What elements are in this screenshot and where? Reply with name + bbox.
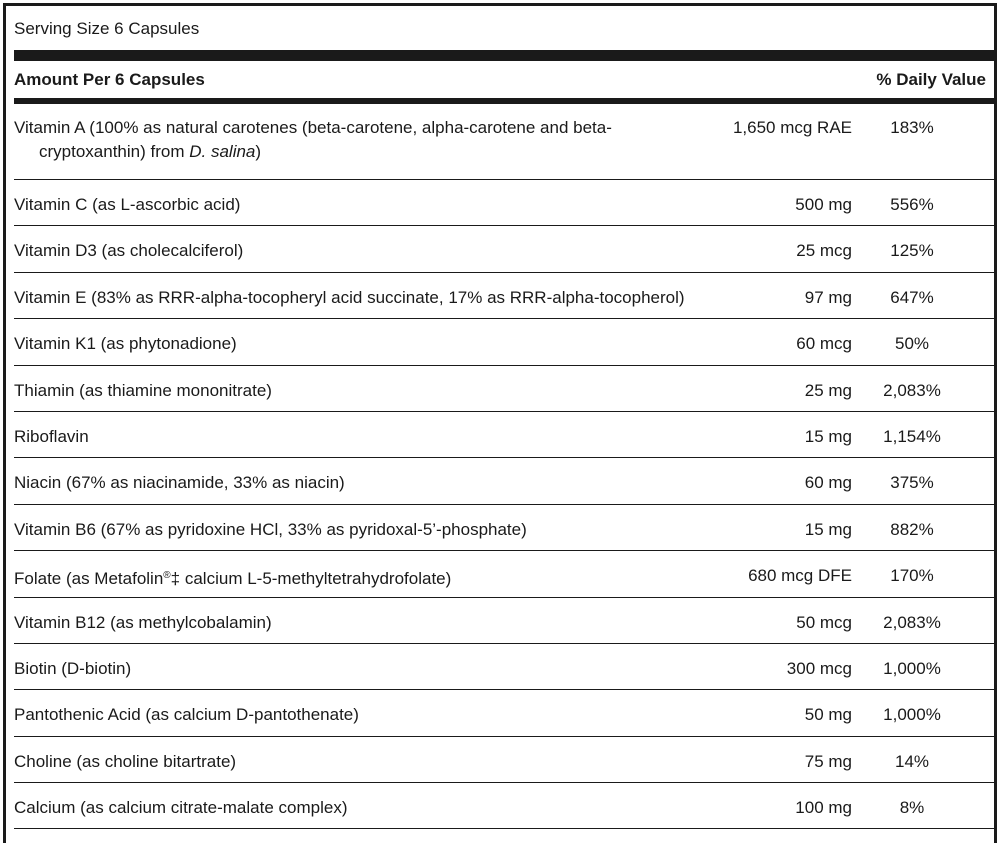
nutrient-name: Vitamin D3 (as cholecalciferol): [14, 241, 244, 261]
nutrient-row: [14, 273, 994, 319]
nutrient-amount: 50 mg: [804, 705, 852, 725]
nutrient-row: [14, 412, 994, 458]
nutrient-amount: 25 mg: [804, 380, 852, 400]
nutrient-row: [14, 598, 994, 644]
nutrient-amount: 100 mg: [795, 798, 852, 818]
nutrient-row: [14, 551, 994, 597]
nutrient-amount: 500 mg: [795, 195, 852, 214]
nutrient-name: Riboflavin: [14, 426, 89, 446]
nutrient-daily-value: 2,083%: [883, 380, 941, 400]
registered-mark: ®: [163, 570, 171, 582]
nutrient-amount: 15 mg: [804, 426, 852, 446]
nutrient-amount: 60 mg: [804, 473, 852, 493]
nutrient-row: [14, 690, 994, 736]
nutrient-row: [14, 180, 994, 226]
nutrient-row: [14, 644, 994, 690]
nutrient-name-part: cryptoxanthin) from: [39, 142, 190, 161]
nutrient-row: [14, 366, 994, 412]
nutrient-amount: 300 mcg: [786, 658, 852, 678]
table-header: [14, 61, 994, 103]
nutrient-amount: 15 mg: [804, 519, 852, 539]
nutrient-daily-value: 556%: [890, 195, 934, 214]
nutrient-name: Pantothenic Acid (as calcium D-pantothenate): [14, 705, 359, 725]
nutrient-name-part: Folate (as Metafolin: [14, 569, 164, 589]
nutrient-list: [14, 104, 994, 829]
nutrient-name-part: ‡ calcium L-5-methyltetrahydrofolate): [170, 569, 452, 589]
nutrient-amount: 50 mcg: [796, 612, 852, 632]
nutrient-name-line-1: Vitamin A (100% as natural carotenes (beta-carotene, alpha-carotene and beta-: [14, 118, 612, 137]
supplement-facts-panel: [3, 3, 997, 843]
nutrient-daily-value: 170%: [890, 566, 934, 586]
nutrient-name: [14, 564, 714, 591]
nutrient-row: [14, 104, 994, 180]
nutrient-daily-value: 50%: [894, 334, 930, 354]
nutrient-amount: 97 mg: [804, 287, 852, 307]
nutrient-name-line-2: [14, 140, 714, 164]
nutrient-amount: 60 mcg: [796, 334, 852, 354]
nutrient-amount: 25 mcg: [796, 241, 852, 261]
nutrient-daily-value: 183%: [890, 118, 934, 137]
nutrient-daily-value: 125%: [890, 241, 934, 261]
nutrient-daily-value: 1,000%: [883, 658, 941, 678]
nutrient-name: Calcium (as calcium citrate-malate complex): [14, 798, 348, 818]
nutrient-name: Vitamin K1 (as phytonadione): [14, 334, 237, 354]
nutrient-name: Vitamin B6 (67% as pyridoxine HCl, 33% as pyridoxal-5’-phosphate): [14, 519, 527, 539]
nutrient-name: Vitamin B12 (as methylcobalamin): [14, 612, 272, 632]
nutrient-name: Vitamin C (as L-ascorbic acid): [14, 195, 241, 214]
nutrient-name-part: ): [255, 142, 262, 161]
nutrient-daily-value: 375%: [890, 473, 934, 493]
nutrient-daily-value: 14%: [894, 751, 930, 771]
daily-value-label: % Daily Value: [876, 70, 986, 89]
nutrient-row: [14, 505, 994, 551]
thick-divider: [14, 50, 994, 61]
nutrient-name: Vitamin E (83% as RRR-alpha-tocopheryl acid succinate, 17% as RRR-alpha-tocopherol): [14, 287, 685, 307]
nutrient-name: Choline (as choline bitartrate): [14, 751, 237, 771]
nutrient-amount: 75 mg: [804, 751, 852, 771]
nutrient-source-italic: D. salina: [189, 142, 256, 161]
nutrient-amount: 680 mcg DFE: [748, 566, 852, 586]
amount-per-serving-label: Amount Per 6 Capsules: [14, 70, 205, 89]
nutrient-daily-value: 2,083%: [883, 612, 941, 632]
nutrient-row: [14, 458, 994, 504]
nutrient-name: Biotin (D-biotin): [14, 658, 132, 678]
serving-size: Serving Size 6 Capsules: [14, 19, 200, 38]
nutrient-row: [14, 737, 994, 783]
nutrient-daily-value: 647%: [890, 287, 934, 307]
nutrient-row: [14, 226, 994, 272]
nutrient-row: [14, 783, 994, 829]
nutrient-row: [14, 319, 994, 365]
nutrient-daily-value: 882%: [890, 519, 934, 539]
nutrient-name: [14, 116, 714, 164]
nutrient-amount: 1,650 mcg RAE: [732, 118, 852, 137]
nutrient-name: Thiamin (as thiamine mononitrate): [14, 380, 272, 400]
nutrient-daily-value: 8%: [899, 798, 925, 818]
nutrient-daily-value: 1,154%: [883, 426, 941, 446]
nutrient-daily-value: 1,000%: [883, 705, 941, 725]
nutrient-name: Niacin (67% as niacinamide, 33% as niacin): [14, 473, 345, 493]
